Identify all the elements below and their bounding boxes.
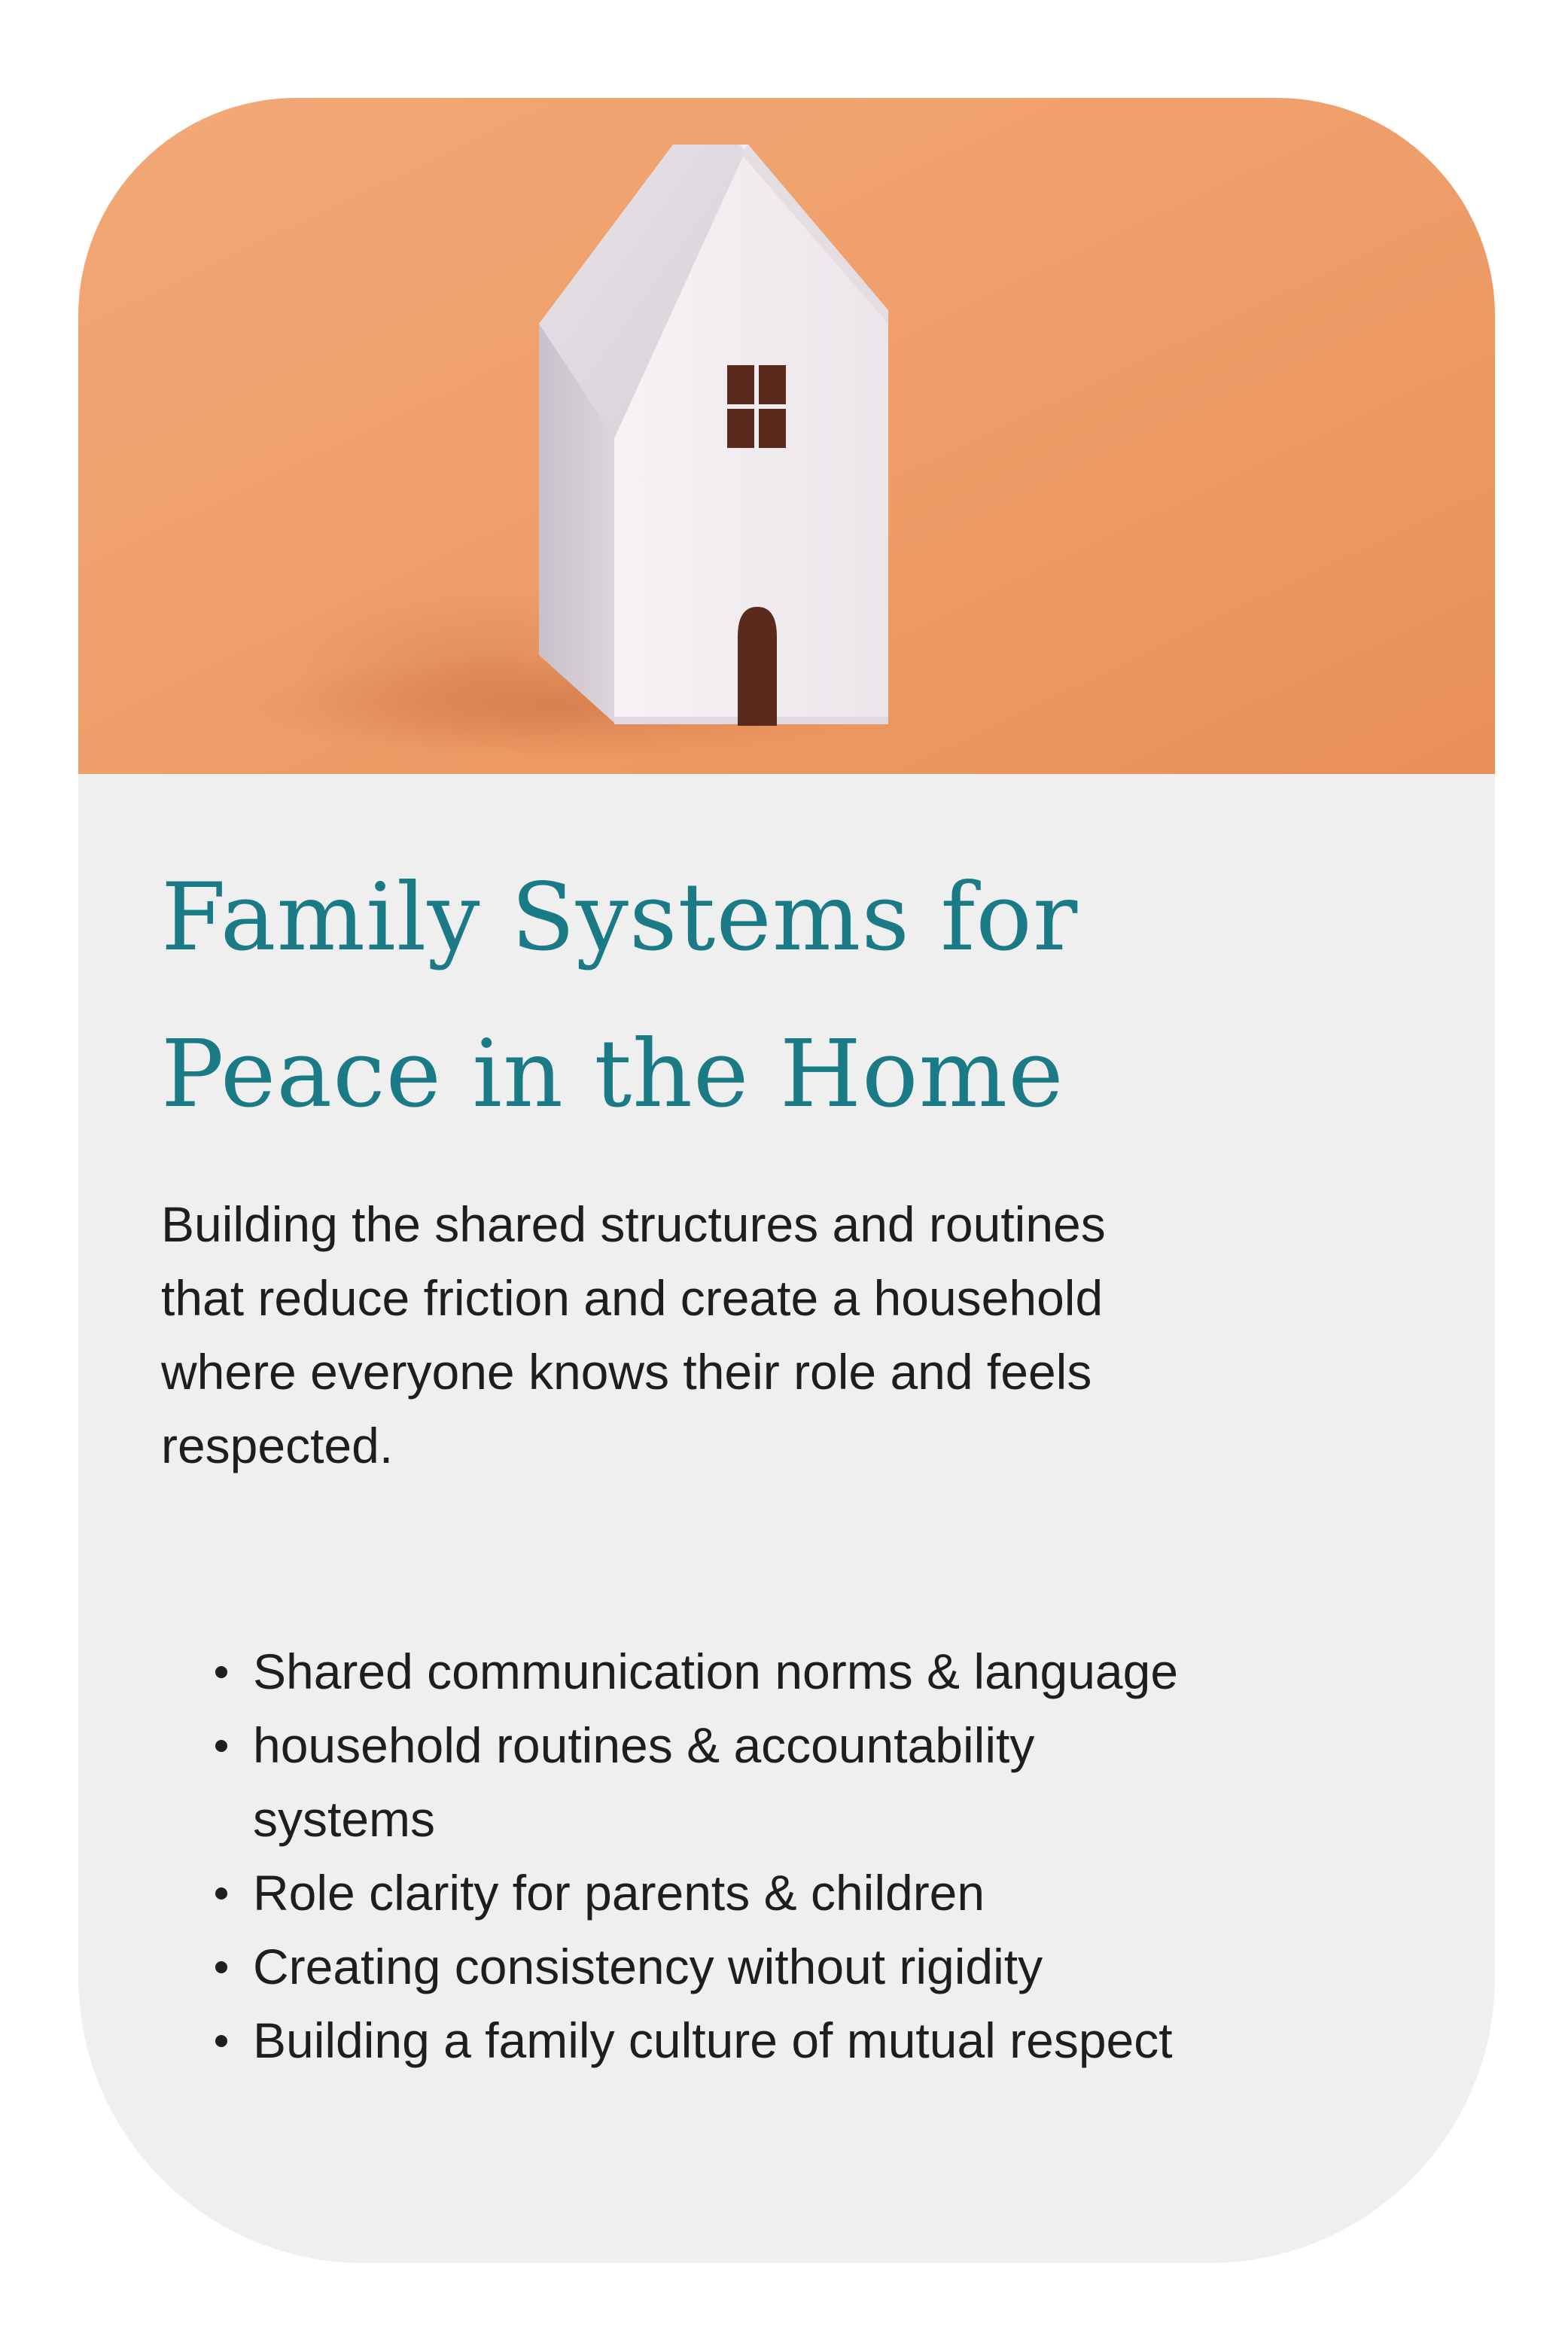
list-item	[161, 2003, 1456, 2077]
list-item-text: Creating consistency without rigidity	[253, 1939, 1043, 1994]
list-item	[161, 1708, 1456, 1856]
bullet-icon	[215, 1961, 227, 1973]
house-photo	[78, 98, 1495, 774]
description-line: respected.	[161, 1418, 394, 1473]
description-line: where everyone knows their role and feels	[161, 1344, 1092, 1400]
program-card	[78, 98, 1495, 2263]
list-item-text: household routines & accountability	[253, 1717, 1035, 1773]
window-icon	[727, 365, 786, 448]
list-item-text: Role clarity for parents & children	[253, 1865, 985, 1921]
description-line: Building the shared structures and routines	[161, 1196, 1106, 1252]
list-item-text: Building a family culture of mutual respect	[253, 2012, 1173, 2068]
list-item	[161, 1856, 1456, 1930]
bullet-icon	[215, 1666, 227, 1678]
title-line: Family Systems for	[161, 864, 1079, 972]
card-description	[161, 1187, 1403, 1482]
list-item-text: Shared communication norms & language	[253, 1644, 1179, 1699]
bullet-icon	[215, 1887, 227, 1900]
bullet-icon	[215, 2035, 227, 2047]
list-item	[161, 1635, 1456, 1708]
card-title	[161, 839, 1403, 1153]
bullet-icon	[215, 1740, 227, 1752]
feature-list	[161, 1635, 1456, 2077]
list-item	[161, 1930, 1456, 2003]
list-item-text: systems	[253, 1791, 436, 1847]
title-line: Peace in the Home	[161, 1020, 1064, 1129]
hero-image	[78, 98, 1495, 774]
description-line: that reduce friction and create a household	[161, 1270, 1104, 1326]
